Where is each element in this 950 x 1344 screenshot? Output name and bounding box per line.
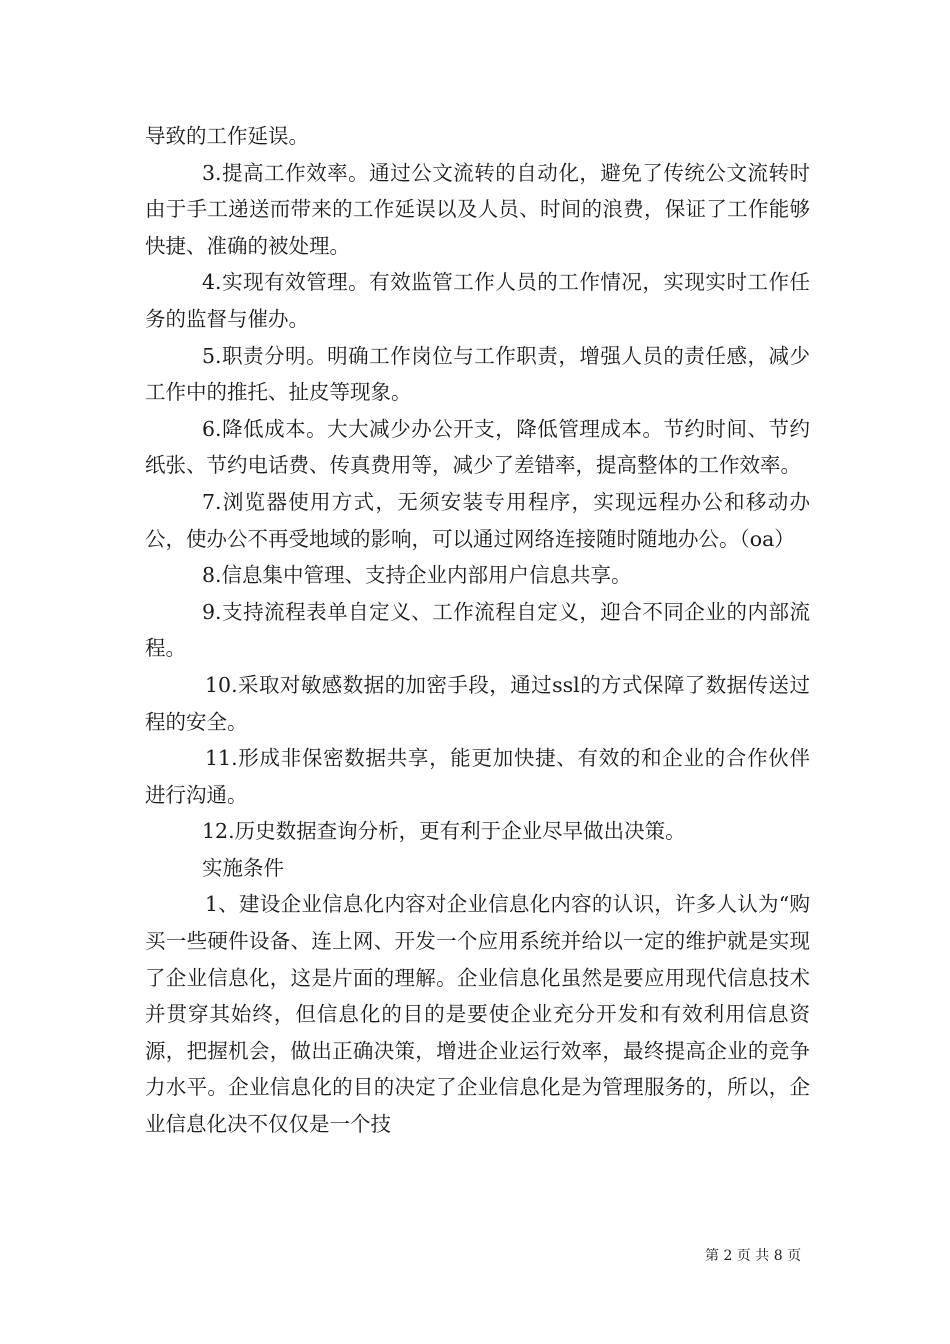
page-number-footer: 第 2 页 共 8 页 [705,1248,802,1264]
paragraph-item-10: 10.采取对敏感数据的加密手段，通过ssl的方式保障了数据传送过程的安全。 [145,672,810,734]
paragraph-continuation: 导致的工作延误。 [145,124,309,148]
paragraph-item-11: 11.形成非保密数据共享，能更加快捷、有效的和企业的合作伙伴进行沟通。 [145,746,810,807]
paragraph-item-8: 8.信息集中管理、支持企业内部用户信息共享。 [202,563,632,588]
paragraph-item-4: 4.实现有效管理。有效监管工作人员的工作情况，实现实时工作任务的监督与催办。 [145,270,810,331]
document-body [145,118,810,1143]
paragraph-item-5: 5.职责分明。明确工作岗位与工作职责，增强人员的责任感，减少工作中的推托、扯皮等现象。 [145,343,810,405]
paragraph-item-9: 9.支持流程表单自定义、工作流程自定义，迎合不同企业的内部流程。 [145,599,810,661]
paragraph-item-6: 6.降低成本。大大减少办公开支，降低管理成本。节约时间、节约纸张、节约电话费、传真费用等，减少了差错率，提高整体的工作效率。 [145,416,810,478]
section-heading: 实施条件 [202,855,284,880]
paragraph-item-12: 12.历史数据查询分析，更有利于企业尽早做出决策。 [202,819,686,844]
paragraph-item-3: 3.提高工作效率。通过公文流转的自动化，避免了传统公文流转时由于手工递送而带来的工作延误以及人员、时间的浪费，保证了工作能够快捷、准确的被处理。 [145,160,810,258]
paragraph-item-7: 7.浏览器使用方式，无须安装专用程序，实现远程办公和移动办公，使办公不再受地域的影响，可以通过网络连接随时随地办公。（oa） [145,489,810,551]
paragraph-implementation-1: 1、建设企业信息化内容对企业信息化内容的认识，许多人认为“购买一些硬件设备、连上网、开发一个应用系统并给以一定的维护就是实现了企业信息化，这是片面的理解。企业信息化虽然是要应用现代信息技术并贯穿其始终，但信息化的目的是要使企业充分开发和有效利用信息资源，把握机会，做出正确决策，增进企业运行效率，最终提高企业的竞争力水平。企业信息化的目的决定了企业信息化是为管理服务的，所以，企业信息化决不仅仅是一个技 [145,892,810,1137]
